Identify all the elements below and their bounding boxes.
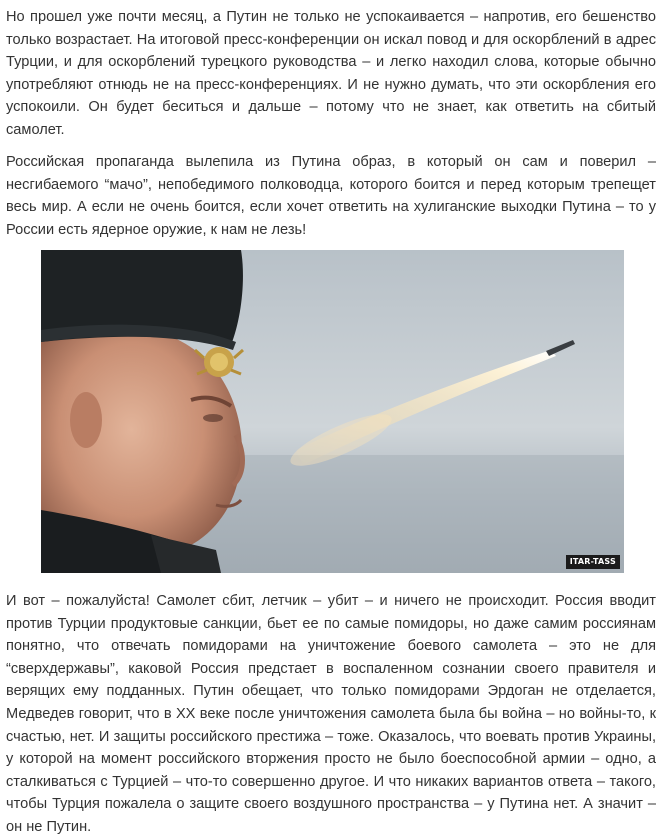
photo-credit: ITAR-TASS <box>566 555 620 569</box>
photo-illustration <box>41 250 624 573</box>
article-paragraph-1: Но прошел уже почти месяц, а Путин не только не успокаивается – напротив, его бешенство только возрастает. На итоговой пресс-конференции он искал повод и для оскорблений в адрес Турции, и для оскорблений турецкого руководства – и легко находил слова, которые обычно употребляют отнюдь не на пресс-конференциях. И не нужно думать, что эти оскорбления его успокоили. Он будет беситься и дальше – потому что не знает, как ответить на сбитый самолет. <box>6 9 656 138</box>
article-photo <box>41 250 624 573</box>
article-paragraph-3: И вот – пожалуйста! Самолет сбит, летчик – убит – и ничего не происходит. Россия вводит против Турции продуктовые санкции, бьет ее по самые помидоры, но даже самим россиянам понятно, что отвечать помидорами на уничтожение боевого самолета – это не для “сверхдержавы”, каковой Россия предстает в воспаленном сознании своего правителя и верящих ему подданных. Путин обещает, что только помидорами Эрдоган не отделается, Медведев говорит, что в XX веке после уничтожения самолета была бы война – но войны-то, к счастью, нет. И защиты российского престижа – тоже. Оказалось, что воевать против Украины, у которой на момент российского вторжения просто не было боеспособной армии – одно, а сталкиваться с Турцией – что-то совершенно другое. И что никаких вариантов ответа – такого, чтобы Турция пожалела о защите своего воздушного пространства – у Путина нет. А значит – он не Путин. <box>6 593 656 835</box>
article-paragraph-2: Российская пропаганда вылепила из Путина образ, в который он сам и поверил – несгибаемого “мачо”, непобедимого полководца, которого боится и перед которым трепещет весь мир. А если не очень боится, если хочет ответить на хулиганские выходки Путина – то у России есть ядерное оружие, к нам не лезь! <box>6 154 656 238</box>
